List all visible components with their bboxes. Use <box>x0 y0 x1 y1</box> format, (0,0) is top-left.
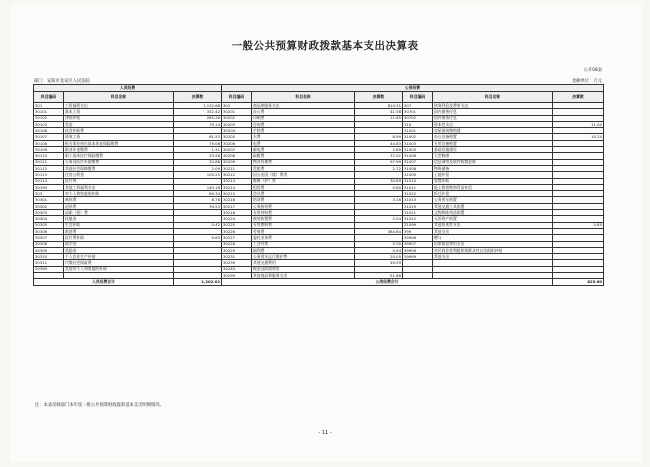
column-header-code: 科目编码 <box>34 92 64 103</box>
row-code: 303 <box>34 191 64 197</box>
row-amount: 10.24 <box>553 134 604 140</box>
row-name: 医疗费 <box>64 178 174 184</box>
row-name: 助学金 <box>64 241 174 247</box>
row-name: 其他商品和服务支出 <box>252 273 355 279</box>
row-code: 30307 <box>34 235 64 241</box>
row-code: 30110 <box>34 153 64 159</box>
row-code: 31009 <box>403 172 433 178</box>
column-header-code: 科目编码 <box>403 92 433 103</box>
row-name: 办公设备购置 <box>433 134 553 140</box>
row-name: 绩效工资 <box>64 134 174 140</box>
row-name: 福利费 <box>252 247 355 253</box>
public-total-label: 公用经费合计 <box>222 279 553 286</box>
row-name: 基础设施建设 <box>433 147 553 153</box>
row-code: 31010 <box>403 178 433 184</box>
row-code: 30208 <box>222 153 252 159</box>
row-code: 30224 <box>222 216 252 222</box>
row-amount: 2.54 <box>355 216 403 222</box>
row-name: 商品和服务支出 <box>252 103 355 109</box>
row-amount: 20.05 <box>355 254 403 260</box>
row-code: 30702 <box>403 115 433 121</box>
row-name: 土地补偿 <box>433 172 553 178</box>
row-code: 30228 <box>222 241 252 247</box>
row-amount: 79.14 <box>174 121 222 127</box>
row-name: 代缴社会保险费 <box>64 260 174 266</box>
row-code: 30310 <box>34 254 64 260</box>
row-code: 30109 <box>34 147 64 153</box>
row-name: 奖励金 <box>64 247 174 253</box>
row-code: 30215 <box>222 191 252 197</box>
row-amount: 97.99 <box>355 159 403 165</box>
footnote: 注：本表反映部门本年度一般公共预算财政拨款基本支出明细情况。 <box>35 403 164 408</box>
row-amount: 2.89 <box>355 147 403 153</box>
row-amount: 69.34 <box>174 191 222 197</box>
row-name: 工会经费 <box>252 241 355 247</box>
row-code: 30229 <box>222 247 252 253</box>
row-name: 因公出国（境）费用 <box>252 172 355 178</box>
column-header-amount: 决算数 <box>355 92 403 103</box>
row-code: 307 <box>403 103 433 109</box>
column-header-amount: 决算数 <box>174 92 222 103</box>
row-name: 手续费 <box>252 128 355 134</box>
row-code: 30306 <box>34 228 64 234</box>
row-code: 30204 <box>222 128 252 134</box>
row-name: 国家赔偿费用支出 <box>433 241 553 247</box>
table-number-label: 公开08表 <box>583 68 602 73</box>
row-name: 大型修缮 <box>433 153 553 159</box>
row-code: 301 <box>34 103 64 109</box>
row-code: 30113 <box>34 172 64 178</box>
row-name: 被装购置费 <box>252 216 355 222</box>
row-code: 39906 <box>403 235 433 241</box>
row-name: 专用燃料费 <box>252 222 355 228</box>
row-code: 39907 <box>403 241 433 247</box>
row-code: 30101 <box>34 109 64 115</box>
row-code: 31005 <box>403 147 433 153</box>
row-code: 31021 <box>403 210 433 216</box>
page-number: - 11 - <box>318 430 332 436</box>
row-name: 公务用车购置 <box>433 197 553 203</box>
row-amount: 32.88 <box>174 159 222 165</box>
row-amount: 0.94 <box>355 247 403 253</box>
row-name: 其他工资福利支出 <box>64 184 174 190</box>
row-amount: 41.58 <box>355 109 403 115</box>
row-code: 30114 <box>34 178 64 184</box>
row-name: 电费 <box>252 140 355 146</box>
row-code: 30216 <box>222 197 252 203</box>
row-name: 生活补助 <box>64 222 174 228</box>
row-name: 国内债务付息 <box>433 109 553 115</box>
row-code: 30207 <box>222 147 252 153</box>
row-code: 31013 <box>403 197 433 203</box>
row-name: 工资福利支出 <box>64 103 174 109</box>
row-name: 其他支出 <box>433 254 553 260</box>
row-code: 31006 <box>403 153 433 159</box>
row-name: 税金及附加费用 <box>252 266 355 272</box>
row-code: 31007 <box>403 159 433 165</box>
row-code: 30103 <box>34 121 64 127</box>
row-name: 办公费 <box>252 109 355 115</box>
row-name: 差旅费 <box>252 165 355 171</box>
row-name: 印刷费 <box>252 115 355 121</box>
row-name: 邮电费 <box>252 147 355 153</box>
row-code: 30302 <box>34 203 64 209</box>
column-header-name: 科目名称 <box>64 92 174 103</box>
row-code: 30231 <box>222 254 252 260</box>
column-header-code: 科目编码 <box>222 92 252 103</box>
row-code: 39908 <box>403 247 433 253</box>
amount-unit-label: 金额单位：万元 <box>571 79 602 84</box>
row-code: 31019 <box>403 203 433 209</box>
row-name: 债务利息及费用支出 <box>433 103 553 109</box>
row-amount: 1,132.68 <box>174 103 222 109</box>
row-amount: 3.16 <box>355 197 403 203</box>
totals-row <box>34 279 604 286</box>
row-name: 无形资产购置 <box>433 216 553 222</box>
row-code: 30206 <box>222 140 252 146</box>
row-amount: 332.42 <box>174 109 222 115</box>
row-code: 30111 <box>34 159 64 165</box>
row-name: 租赁费 <box>252 184 355 190</box>
row-name: 对个人和家庭的补助 <box>64 191 174 197</box>
row-code: 30399 <box>34 266 64 272</box>
row-code: 30226 <box>222 228 252 234</box>
table-body <box>34 103 604 279</box>
row-name: 物业管理费 <box>252 159 355 165</box>
column-header-name: 科目名称 <box>252 92 355 103</box>
row-name: 公务员医疗补助缴费 <box>64 159 174 165</box>
row-amount: 2.72 <box>355 165 403 171</box>
row-name: 对民间非营利组织和群众性自治组织补贴 <box>433 247 553 253</box>
row-amount: 33.58 <box>174 153 222 159</box>
row-amount: 37.52 <box>355 153 403 159</box>
row-amount: 79.06 <box>174 140 222 146</box>
row-code: 31011 <box>403 184 433 190</box>
row-name: 赠与 <box>433 235 553 241</box>
row-code: 30213 <box>222 178 252 184</box>
row-code: 30305 <box>34 222 64 228</box>
row-code: 30217 <box>222 203 252 209</box>
row-name: 委托业务费 <box>252 235 355 241</box>
row-code: 302 <box>222 103 252 109</box>
row-code: 39999 <box>403 254 433 260</box>
row-code: 399 <box>403 228 433 234</box>
row-name: 救济费 <box>64 228 174 234</box>
row-name: 津贴补贴 <box>64 115 174 121</box>
row-code: 30202 <box>222 115 252 121</box>
row-name: 信息网络及软件购置更新 <box>433 159 553 165</box>
row-name: 拆迁补偿 <box>433 191 553 197</box>
row-amount: 105.25 <box>174 172 222 178</box>
row-code: 30701 <box>403 109 433 115</box>
personnel-total-label: 人员经费合计 <box>34 279 174 286</box>
row-amount: 2.09 <box>174 165 222 171</box>
row-name: 咨询费 <box>252 121 355 127</box>
row-code: 30308 <box>34 241 64 247</box>
row-code: 30304 <box>34 216 64 222</box>
row-name: 专用设备购置 <box>433 140 553 146</box>
row-code: 30301 <box>34 197 64 203</box>
row-name: 其他社会保障缴费 <box>64 165 174 171</box>
page-title: 一般公共预算财政拨款基本支出决算表 <box>231 40 419 52</box>
row-code: 31012 <box>403 191 433 197</box>
row-code: 30309 <box>34 247 64 253</box>
row-amount: 11.65 <box>355 115 403 121</box>
row-name: 专用材料费 <box>252 210 355 216</box>
public-total-value: 825.60 <box>553 279 604 286</box>
row-amount: 140.16 <box>174 184 222 190</box>
row-code: 310 <box>403 121 433 127</box>
row-code: 30227 <box>222 235 252 241</box>
row-name: 房屋建筑物购建 <box>433 128 553 134</box>
personnel-group-header: 人员经费 <box>34 85 222 92</box>
row-amount: 44.83 <box>355 140 403 146</box>
row-name: 住房公积金 <box>64 172 174 178</box>
row-name: 国外债务付息 <box>433 115 553 121</box>
row-name: 退休费 <box>64 203 174 209</box>
row-amount: 0.42 <box>174 222 222 228</box>
row-name: 其他支出 <box>433 228 553 234</box>
row-name: 其他资本性支出 <box>433 222 553 228</box>
row-name: 机关事业单位基本养老保险缴费 <box>64 140 174 146</box>
row-name: 文物和陈列品购置 <box>433 210 553 216</box>
row-code: 30108 <box>34 140 64 146</box>
row-amount: 0.63 <box>174 235 222 241</box>
row-code: 30214 <box>222 184 252 190</box>
row-name: 职工基本医疗保险缴费 <box>64 153 174 159</box>
row-amount: 39.53 <box>174 203 222 209</box>
public-group-header: 公用经费 <box>222 85 604 92</box>
row-code: 31002 <box>403 134 433 140</box>
row-code: 30311 <box>34 260 64 266</box>
row-code: 30209 <box>222 159 252 165</box>
row-code: 31008 <box>403 165 433 171</box>
row-name: 培训费 <box>252 197 355 203</box>
row-amount: 11.00 <box>553 121 604 127</box>
row-name: 其他对个人和家庭的补助 <box>64 266 174 272</box>
row-name: 医疗费补助 <box>64 235 174 241</box>
row-amount: 5.30 <box>355 241 403 247</box>
row-code: 30239 <box>222 260 252 266</box>
row-code: 30106 <box>34 128 64 134</box>
row-name: 取暖费 <box>252 153 355 159</box>
row-name: 地上附着物和青苗补偿 <box>433 184 553 190</box>
row-code: 31022 <box>403 216 433 222</box>
row-name: 退职（役）费 <box>64 210 174 216</box>
personnel-total-value: 1,202.02 <box>174 279 222 286</box>
row-code: 30201 <box>222 109 252 115</box>
row-code: 30240 <box>222 266 252 272</box>
row-name: 其他交通费用 <box>252 260 355 266</box>
row-code: 30225 <box>222 222 252 228</box>
row-code: 31003 <box>403 140 433 146</box>
row-name: 物资储备 <box>433 165 553 171</box>
row-name: 公务接待费 <box>252 203 355 209</box>
row-name: 伙食补助费 <box>64 128 174 134</box>
row-code: 30211 <box>222 165 252 171</box>
row-name: 个人农业生产补贴 <box>64 254 174 260</box>
row-code: 30107 <box>34 134 64 140</box>
row-amount: 384.64 <box>355 228 403 234</box>
row-name: 公务用车运行维护费 <box>252 254 355 260</box>
row-name: 基本工资 <box>64 109 174 115</box>
row-name: 劳务费 <box>252 228 355 234</box>
column-header-amount: 决算数 <box>553 92 604 103</box>
row-amount: 49.59 <box>355 260 403 266</box>
row-amount: 1.31 <box>174 147 222 153</box>
row-name: 安置补助 <box>433 178 553 184</box>
column-header-name: 科目名称 <box>433 92 553 103</box>
row-code: 30299 <box>222 273 252 279</box>
row-code: 31099 <box>403 222 433 228</box>
row-name: 水费 <box>252 134 355 140</box>
row-code: 30205 <box>222 134 252 140</box>
row-amount: 814.31 <box>355 103 403 109</box>
row-name: 资本性支出 <box>433 121 553 127</box>
row-code: 30203 <box>222 121 252 127</box>
row-code: 31001 <box>403 128 433 134</box>
row-name: 职业年金缴费 <box>64 147 174 153</box>
row-amount: 265.26 <box>174 115 222 121</box>
row-amount: 61.53 <box>174 134 222 140</box>
row-amount: 0.85 <box>553 222 604 228</box>
row-name: 其他交通工具购置 <box>433 203 553 209</box>
row-code: 30303 <box>34 210 64 216</box>
row-code: 30212 <box>222 172 252 178</box>
row-amount: 30.89 <box>355 178 403 184</box>
expenditure-table <box>33 84 604 286</box>
row-amount: 0.80 <box>355 184 403 190</box>
row-name: 维修（护）费 <box>252 178 355 184</box>
row-name: 离休费 <box>64 197 174 203</box>
department-label: 部门：安阳市龙安区人民法院 <box>34 79 90 84</box>
row-name: 抚恤金 <box>64 216 174 222</box>
row-amount: 51.86 <box>355 273 403 279</box>
row-name: 奖金 <box>64 121 174 127</box>
row-amount: 8.76 <box>174 197 222 203</box>
row-amount: 8.99 <box>355 134 403 140</box>
row-code: 30112 <box>34 165 64 171</box>
row-code: 30199 <box>34 184 64 190</box>
row-code: 30102 <box>34 115 64 121</box>
row-name: 会议费 <box>252 191 355 197</box>
row-code: 30218 <box>222 210 252 216</box>
